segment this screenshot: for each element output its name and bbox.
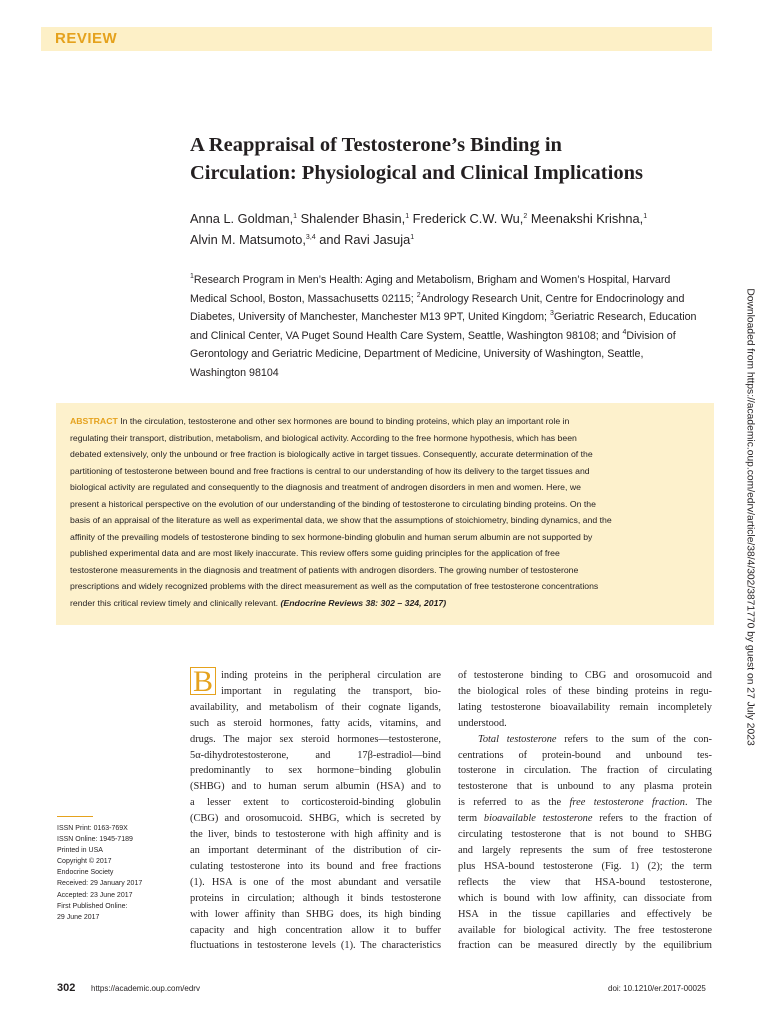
affiliation-line	[190, 327, 714, 346]
author-affiliation-mark: 3,4	[305, 234, 316, 241]
body-text-line: which is bound with low affinity, can dissociate from	[458, 892, 712, 904]
author-name: Frederick C.W. Wu,	[409, 211, 524, 226]
body-text-line: such as steroid hormones, fatty acids, vitamins, and	[190, 717, 441, 729]
term-emphasis: Total testosterone	[478, 733, 557, 745]
author-name: Meenakshi Krishna,	[527, 211, 644, 226]
abstract-box	[56, 403, 714, 625]
publication-metadata	[57, 823, 177, 923]
affiliation-line	[190, 308, 714, 327]
doi-link[interactable]: doi: 10.1210/er.2017-00025	[608, 984, 706, 993]
body-text-line: availability, and metabolism of their cognate ligands,	[190, 701, 441, 713]
article-title	[190, 131, 730, 187]
download-notice-text: Downloaded from https://academic.oup.com/edrv/article/38/4/302/3871770 by guest on 27 July 2023	[744, 288, 756, 746]
abstract-text	[70, 413, 700, 611]
abstract-line: present a historical perspective on the evolution of our understanding of the binding of testosterone to circulating binding proteins. On the	[70, 498, 596, 509]
author-affiliation-mark: 2	[523, 213, 528, 220]
body-text-line: tosterone in circulation. The fraction of circulating	[458, 765, 712, 777]
affiliation-text: Washington 98104	[190, 366, 279, 379]
abstract-line: partitioning of testosterone between bound and free fractions is central to our understanding of how its delivery to the target tissues and	[70, 465, 590, 476]
affiliation-line	[190, 364, 714, 383]
body-text-line: HSA in the tissue capillaries and effectively be	[458, 908, 712, 920]
author-affiliation-mark: 1	[293, 213, 298, 220]
body-text-line: and largely represents the sum of free testosterone	[458, 844, 712, 856]
author-line	[190, 229, 710, 250]
affiliation-line	[190, 345, 714, 364]
body-text-line: fraction can be measured directly by the equilibrium	[458, 940, 712, 952]
body-text-line: term bioavailable testosterone refers to the fraction of	[458, 813, 712, 825]
abstract-line: ABSTRACT In the circulation, testosterone and other sex hormones are bound to binding proteins, which play an important role in	[70, 416, 570, 426]
body-text-line: 5α-dihydrotestosterone, and 17β-estradiol—bind	[190, 749, 441, 761]
author-affiliation-mark: 1	[643, 213, 648, 220]
drop-cap: B	[190, 667, 216, 695]
term-emphasis: bioavailable testosterone	[483, 813, 593, 825]
download-notice	[741, 282, 759, 752]
body-text-line: reflects the view that HSA-bound testosterone,	[458, 876, 712, 888]
body-text-line: Total testosterone refers to the sum of the con-	[478, 733, 712, 745]
abstract-line: published experimental data and are most likely inaccurate. This review offers some guiding principles for the application of free	[70, 548, 560, 558]
metadata-line: ISSN Print: 0163-769X	[57, 825, 128, 832]
body-text-line: testosterone that is unbound to any plasma protein	[458, 781, 712, 793]
metadata-line: Accepted: 23 June 2017	[57, 891, 133, 899]
body-text-line: an important determinant of the distribution of cir-	[190, 844, 441, 856]
metadata-line: Copyright © 2017	[57, 858, 112, 866]
body-column-left	[190, 668, 441, 954]
affiliation-text: Geriatric Research, Education	[553, 311, 697, 323]
affiliations	[190, 271, 714, 382]
body-text-line: of testosterone binding to CBG and orosomucoid and	[458, 670, 712, 681]
page-number: 302	[57, 982, 76, 994]
affiliation-text: Andrology Research Unit, Centre for Endocrinology and	[420, 292, 685, 305]
body-text-line: predominantly to sex hormone−binding globulin	[190, 765, 441, 777]
body-text-line: centrations of protein-bound and unbound tes-	[458, 749, 712, 761]
body-text-line: plus HSA-bound testosterone (Fig. 1) (2); the term	[458, 860, 712, 872]
abstract-line: affinity of the prevailing models of testosterone binding to sex hormone-binding globulin and human serum albumin are not supported by	[70, 531, 593, 542]
body-column-right	[458, 668, 712, 954]
body-text-line: proteins in circulation; although it binds testosterone	[190, 892, 441, 904]
abstract-line: regulating their transport, distribution, metabolism, and biological activity. According to the free hormone hypothesis, which has been	[70, 432, 577, 443]
abstract-line: render this critical review timely and clinically relevant. (Endocrine Reviews 38: 302 – 324, 2017)	[70, 597, 447, 608]
affiliation-mark: 3	[549, 310, 554, 317]
affiliation-text: Gerontology and Geriatric Medicine, Department of Medicine, University of Washington, Seattle,	[190, 348, 644, 360]
author-line	[190, 208, 710, 229]
section-label: REVIEW	[55, 30, 118, 47]
author-name: Shalender Bhasin,	[297, 211, 406, 226]
body-text-line: inding proteins in the peripheral circulation are	[221, 670, 441, 681]
body-text-line: (CBG) and orosomucoid. SHBG, which is secreted by	[190, 813, 441, 825]
body-text-line: circulating testosterone that is not bound to SHBG	[458, 829, 712, 841]
abstract-line: testosterone measurements in the diagnosis and treatment of patients with androgen disorders. The growing number of testosterone	[70, 564, 579, 575]
term-emphasis: free testosterone fraction	[569, 797, 685, 809]
metadata-line: 29 June 2017	[57, 913, 100, 921]
affiliation-line	[190, 290, 714, 309]
affiliation-text: and Clinical Center, VA Puget Sound Health Care System, Seattle, Washington 98108; and	[190, 329, 623, 342]
abstract-line: prescriptions and widely recognized problems with the direct measurement as well as the computation of free testosterone concentrations	[70, 581, 599, 591]
metadata-line: ISSN Online: 1945-7189	[57, 836, 133, 844]
body-text-line: the liver, binds to testosterone with high affinity and is	[190, 829, 441, 841]
abstract-line: biological activity are regulated and consequently to the diagnosis and treatment of androgen disorders in men and women. Here, we	[70, 482, 581, 492]
journal-url-link[interactable]: https://academic.oup.com/edrv	[91, 984, 200, 993]
article-title-line: A Reappraisal of Testosterone’s Binding in	[190, 134, 562, 156]
author-affiliation-mark: 1	[405, 213, 410, 220]
author-affiliation-mark: 1	[410, 234, 415, 241]
affiliation-mark: 2	[416, 291, 421, 299]
affiliation-mark: 1	[190, 273, 194, 280]
body-text-line: available for biological activity. The free testosterone	[458, 924, 712, 936]
body-text-line: important in regulating the transport, bio-	[221, 685, 441, 697]
section-header-band	[41, 27, 712, 51]
body-text-line: understood.	[458, 717, 507, 729]
affiliation-text: Division of	[626, 329, 676, 342]
abstract-label: ABSTRACT	[70, 416, 118, 426]
author-list	[190, 208, 710, 250]
metadata-line: Received: 29 January 2017	[57, 880, 143, 888]
body-text-line: lating testosterone bioavailability remain incompletely	[458, 701, 712, 713]
body-text-line: drugs. The major sex steroid hormones—testosterone,	[190, 733, 441, 745]
author-name: Alvin M. Matsumoto,	[190, 232, 306, 247]
body-text-line: culating testosterone into its bound and free fractions	[190, 860, 441, 872]
body-text-line: fluctuations in testosterone levels (1). The characteristics	[190, 940, 441, 952]
affiliation-text: Research Program in Men’s Health: Aging and Metabolism, Brigham and Women’s Hospital, Harvard	[193, 274, 671, 286]
metadata-line: Printed in USA	[57, 847, 103, 855]
metadata-line: Endocrine Society	[57, 869, 114, 877]
body-text-line: the biological roles of these binding proteins in regu-	[458, 685, 712, 697]
abstract-line: debated extensively, only the unbound or free fraction is biologically active in target tissues. Consequently, accurate determination of the	[70, 449, 593, 459]
abstract-citation: (Endocrine Reviews 38: 302 – 324, 2017)	[280, 597, 447, 608]
article-title-line: Circulation: Physiological and Clinical Implications	[190, 162, 643, 184]
author-name: and Ravi Jasuja	[315, 232, 411, 247]
meta-divider	[57, 816, 93, 817]
metadata-line: First Published Online:	[57, 902, 128, 910]
affiliation-text: Diabetes, University of Manchester, Manchester M13 9PT, United Kingdom;	[190, 311, 550, 323]
affiliation-mark: 4	[622, 328, 627, 336]
affiliation-line	[190, 271, 714, 290]
body-text-line: (SHBG) and to human serum albumin (HSA) and to	[190, 781, 441, 793]
body-text-line: a lesser extent to corticosteroid-binding globulin	[190, 797, 441, 809]
author-name: Anna L. Goldman,	[190, 211, 294, 226]
abstract-line: basis of an appraisal of the literature as well as experimental data, we show that the assumptions of stoichiometry, binding dynamics, and the	[70, 515, 612, 525]
affiliation-text: Medical School, Boston, Massachusetts 02115;	[190, 292, 417, 305]
body-text-line: with lower affinity than SHBG does, its high binding	[190, 908, 441, 920]
body-text-line: is referred to as the free testosterone fraction. The	[458, 797, 712, 809]
body-text-line: (1). HSA is one of the most abundant and versatile	[190, 876, 441, 888]
body-text-line: capacity and high concentration allow it to buffer	[190, 924, 441, 936]
